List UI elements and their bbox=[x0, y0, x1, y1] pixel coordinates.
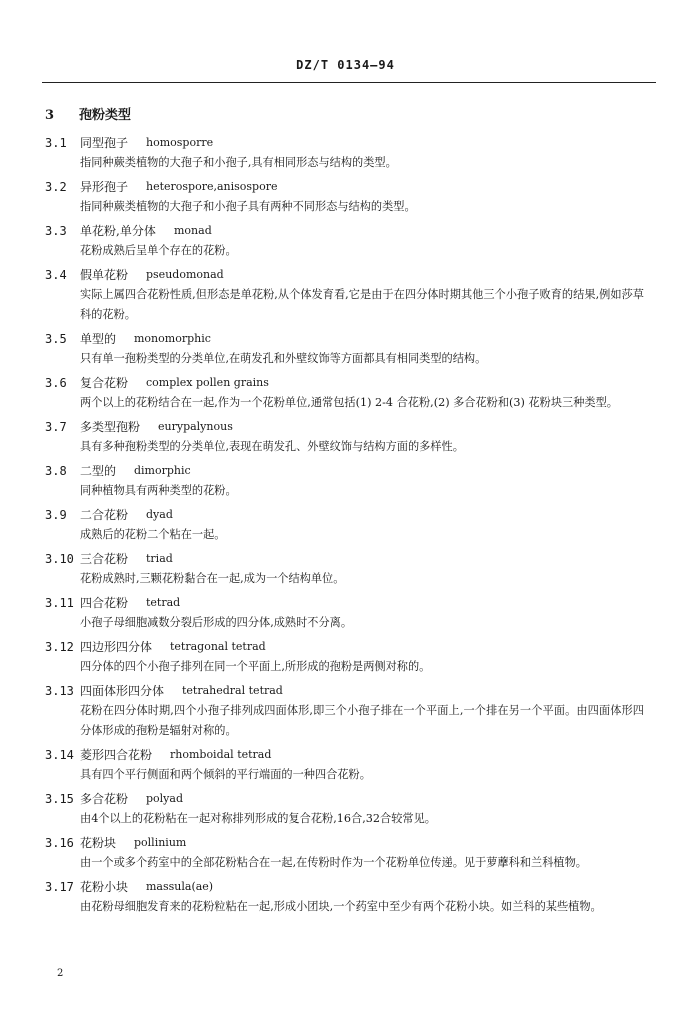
term-english: pollinium bbox=[134, 836, 187, 849]
term-definition: 花粉成熟后呈单个存在的花粉。 bbox=[80, 244, 237, 257]
term-number: 3.3 bbox=[45, 224, 67, 238]
term-english: homosporre bbox=[146, 136, 214, 149]
term-definition: 花粉成熟时,三颗花粉黏合在一起,成为一个结构单位。 bbox=[80, 572, 345, 585]
term-english: heterospore,anisospore bbox=[146, 180, 278, 193]
term-entry bbox=[0, 221, 691, 261]
term-line bbox=[0, 505, 691, 525]
term-definition: 指同种蕨类植物的大孢子和小孢子具有两种不同形态与结构的类型。 bbox=[80, 200, 416, 213]
term-line bbox=[0, 177, 691, 197]
term-number: 3.16 bbox=[45, 836, 74, 850]
term-chinese: 单花粉,单分体 bbox=[80, 224, 156, 238]
term-number: 3.11 bbox=[45, 596, 74, 610]
term-definition: 四分体的四个小孢子排列在同一个平面上,所形成的孢粉是两侧对称的。 bbox=[80, 660, 431, 673]
page-number: 2 bbox=[57, 968, 64, 979]
term-line bbox=[0, 593, 691, 613]
term-line bbox=[0, 133, 691, 153]
term-entry bbox=[0, 265, 691, 325]
term-definition: 两个以上的花粉结合在一起,作为一个花粉单位,通常包括(1) 2-4 合花粉,(2) 多合花粉和(3) 花粉块三种类型。 bbox=[80, 396, 618, 409]
term-number: 3.14 bbox=[45, 748, 74, 762]
term-entry bbox=[0, 789, 691, 829]
term-definition: 具有多种孢粉类型的分类单位,表现在萌发孔、外壁纹饰与结构方面的多样性。 bbox=[80, 440, 464, 453]
term-definition: 具有四个平行侧面和两个倾斜的平行端面的一种四合花粉。 bbox=[80, 768, 371, 781]
term-entry bbox=[0, 177, 691, 217]
term-line bbox=[0, 373, 691, 393]
term-chinese: 二合花粉 bbox=[80, 508, 129, 522]
term-line bbox=[0, 417, 691, 437]
term-entry bbox=[0, 637, 691, 677]
term-line bbox=[0, 461, 691, 481]
term-entry bbox=[0, 593, 691, 633]
term-entry bbox=[0, 133, 691, 173]
section-title bbox=[45, 104, 131, 123]
term-definition: 成熟后的花粉二个粘在一起。 bbox=[80, 528, 226, 541]
term-line bbox=[0, 329, 691, 349]
term-definition: 实际上属四合花粉性质,但形态是单花粉,从个体发育看,它是由于在四分体时期其他三个小孢子败育的结果,例如莎草科的花粉。 bbox=[80, 288, 644, 321]
term-definition: 同种植物具有两种类型的花粉。 bbox=[80, 484, 237, 497]
term-line bbox=[0, 681, 691, 701]
term-chinese: 多合花粉 bbox=[80, 792, 129, 806]
term-chinese: 异形孢子 bbox=[80, 180, 129, 194]
term-number: 3.7 bbox=[45, 420, 67, 434]
term-definition: 指同种蕨类植物的大孢子和小孢子,具有相同形态与结构的类型。 bbox=[80, 156, 397, 169]
term-line bbox=[0, 833, 691, 853]
term-line bbox=[0, 745, 691, 765]
term-chinese: 四合花粉 bbox=[80, 596, 129, 610]
term-chinese: 复合花粉 bbox=[80, 376, 129, 390]
standard-code-header: DZ/T 0134—94 bbox=[296, 58, 395, 72]
header-rule bbox=[42, 82, 656, 83]
term-entry bbox=[0, 461, 691, 501]
term-english: monad bbox=[174, 224, 212, 237]
term-chinese: 三合花粉 bbox=[80, 552, 129, 566]
term-chinese: 假单花粉 bbox=[80, 268, 129, 282]
term-english: tetrahedral tetrad bbox=[182, 684, 283, 697]
term-chinese: 四边形四分体 bbox=[80, 640, 153, 654]
term-english: dyad bbox=[146, 508, 173, 521]
term-chinese: 二型的 bbox=[80, 464, 117, 478]
term-entry bbox=[0, 417, 691, 457]
term-definition: 由4个以上的花粉粘在一起对称排列形成的复合花粉,16合,32合较常见。 bbox=[80, 812, 436, 825]
term-number: 3.4 bbox=[45, 268, 67, 282]
term-chinese: 花粉小块 bbox=[80, 880, 129, 894]
term-chinese: 单型的 bbox=[80, 332, 117, 346]
term-entry bbox=[0, 877, 691, 917]
term-number: 3.5 bbox=[45, 332, 67, 346]
term-entry bbox=[0, 373, 691, 413]
term-english: polyad bbox=[146, 792, 183, 805]
term-number: 3.13 bbox=[45, 684, 74, 698]
term-entry bbox=[0, 833, 691, 873]
term-definition: 由一个或多个药室中的全部花粉粘合在一起,在传粉时作为一个花粉单位传递。见于萝藦科和兰科植物。 bbox=[80, 856, 587, 869]
term-number: 3.2 bbox=[45, 180, 67, 194]
term-list bbox=[0, 133, 691, 921]
term-entry bbox=[0, 549, 691, 589]
term-chinese: 菱形四合花粉 bbox=[80, 748, 153, 762]
term-english: tetragonal tetrad bbox=[170, 640, 266, 653]
term-english: tetrad bbox=[146, 596, 181, 609]
term-english: eurypalynous bbox=[158, 420, 233, 433]
term-line bbox=[0, 789, 691, 809]
term-chinese: 同型孢子 bbox=[80, 136, 129, 150]
term-english: pseudomonad bbox=[146, 268, 224, 281]
term-line bbox=[0, 549, 691, 569]
term-english: monomorphic bbox=[134, 332, 211, 345]
term-number: 3.1 bbox=[45, 136, 67, 150]
term-english: massula(ae) bbox=[146, 880, 214, 893]
term-line bbox=[0, 877, 691, 897]
term-chinese: 多类型孢粉 bbox=[80, 420, 141, 434]
term-number: 3.12 bbox=[45, 640, 74, 654]
term-definition: 只有单一孢粉类型的分类单位,在萌发孔和外壁纹饰等方面都具有相同类型的结构。 bbox=[80, 352, 487, 365]
term-english: rhomboidal tetrad bbox=[170, 748, 272, 761]
term-chinese: 花粉块 bbox=[80, 836, 117, 850]
term-definition: 花粉在四分体时期,四个小孢子排列成四面体形,即三个小孢子排在一个平面上,一个排在另一个平面。由四面体形四分体形成的孢粉是辐射对称的。 bbox=[80, 704, 644, 737]
term-entry bbox=[0, 745, 691, 785]
term-english: complex pollen grains bbox=[146, 376, 269, 389]
term-number: 3.15 bbox=[45, 792, 74, 806]
term-entry bbox=[0, 329, 691, 369]
term-number: 3.8 bbox=[45, 464, 67, 478]
term-entry bbox=[0, 505, 691, 545]
term-line bbox=[0, 221, 691, 241]
term-line bbox=[0, 637, 691, 657]
term-chinese: 四面体形四分体 bbox=[80, 684, 165, 698]
term-english: dimorphic bbox=[134, 464, 191, 477]
term-number: 3.10 bbox=[45, 552, 74, 566]
term-number: 3.9 bbox=[45, 508, 67, 522]
term-definition: 由花粉母细胞发育来的花粉粒粘在一起,形成小团块,一个药室中至少有两个花粉小块。如兰科的某些植物。 bbox=[80, 900, 602, 913]
section-heading: 孢粉类型 bbox=[79, 108, 132, 123]
term-number: 3.6 bbox=[45, 376, 67, 390]
section-number: 3 bbox=[45, 108, 55, 123]
term-english: triad bbox=[146, 552, 173, 565]
term-definition: 小孢子母细胞减数分裂后形成的四分体,成熟时不分离。 bbox=[80, 616, 353, 629]
term-line bbox=[0, 265, 691, 285]
term-entry bbox=[0, 681, 691, 741]
term-number: 3.17 bbox=[45, 880, 74, 894]
